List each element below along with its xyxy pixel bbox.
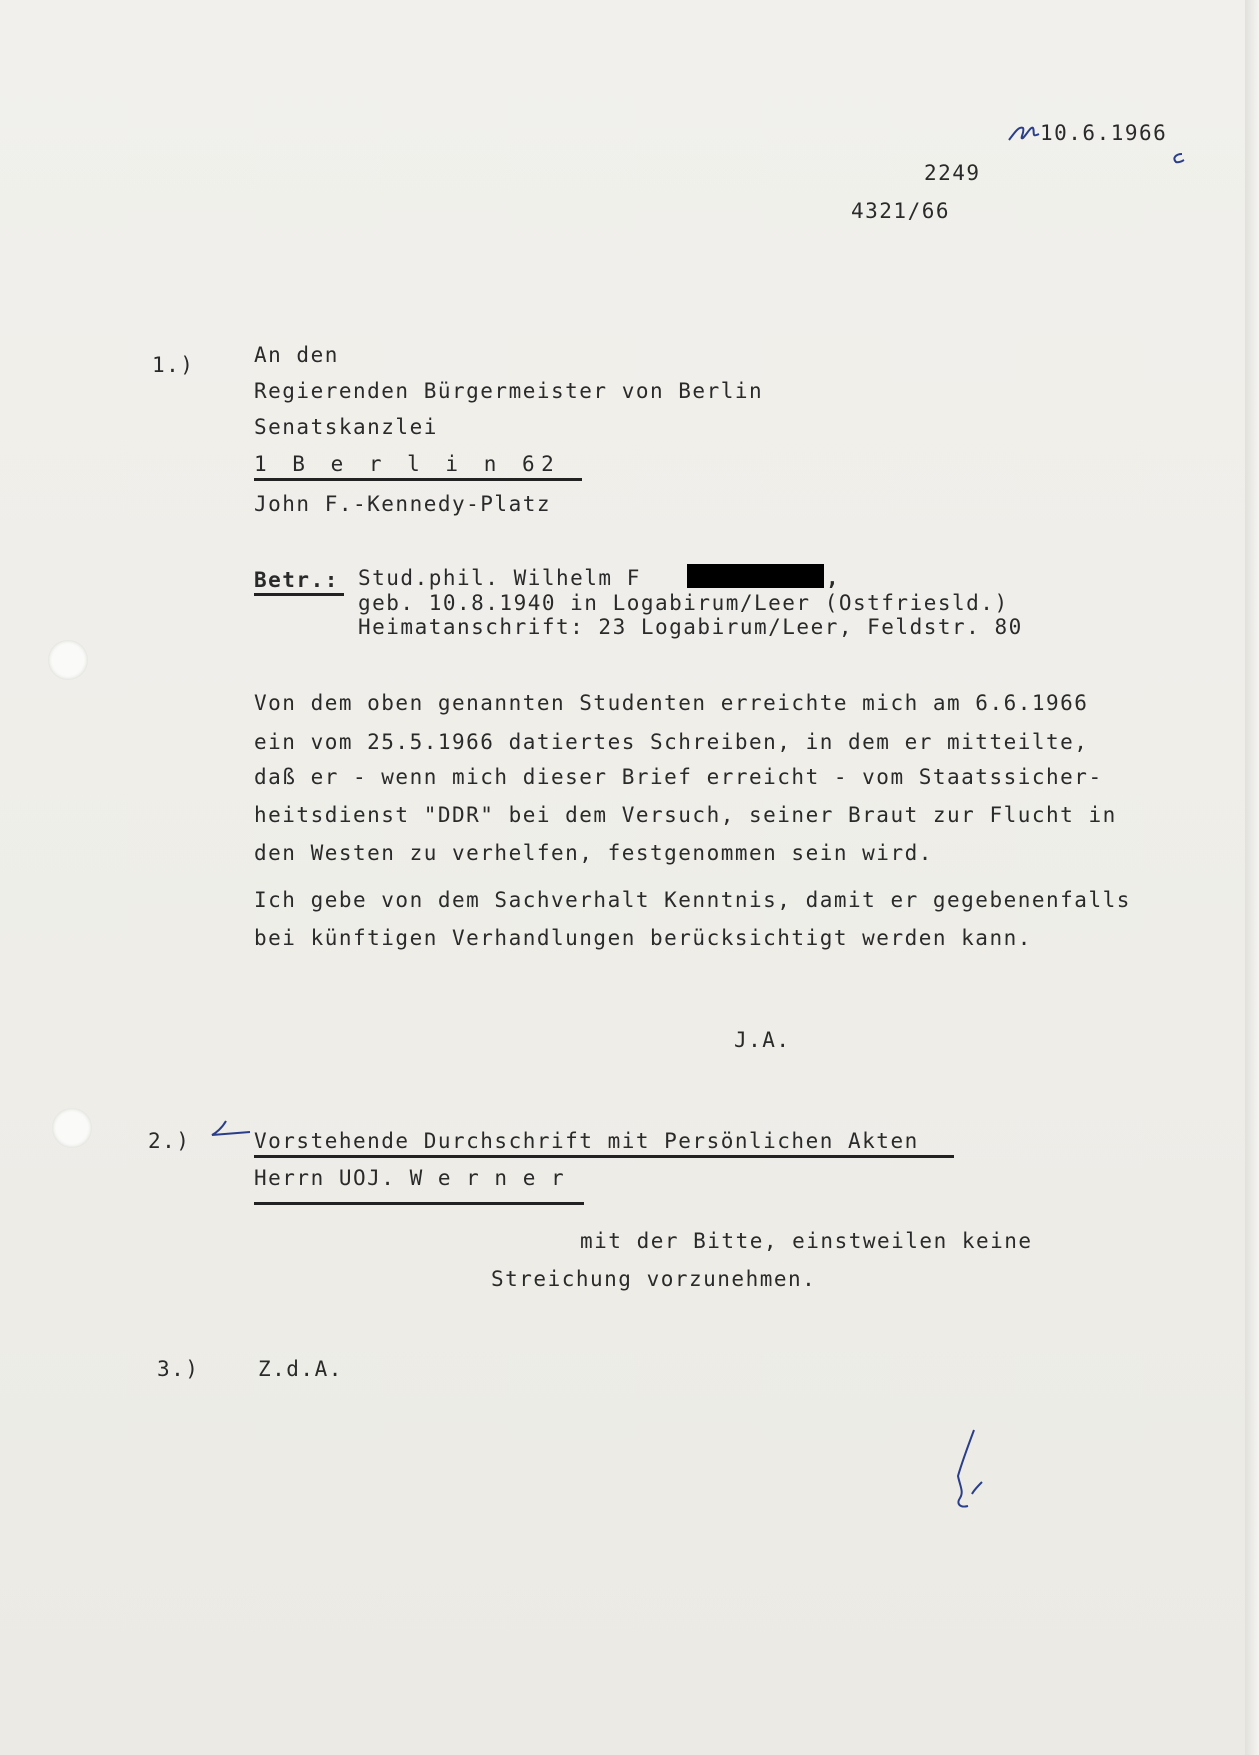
address-street: John F.-Kennedy-Platz — [254, 492, 552, 516]
section-2-line-3: mit der Bitte, einstweilen keine — [580, 1229, 1033, 1253]
address-line-3: Senatskanzlei — [254, 415, 438, 439]
address-line-1: An den — [254, 343, 339, 367]
section-2-line-1: Vorstehende Durchschrift mit Persönlichen Akten — [254, 1129, 919, 1153]
body-p1-line-2: ein vom 25.5.1966 datiertes Schreiben, in dem er mitteilte, — [254, 730, 1089, 754]
section-3-text: Z.d.A. — [258, 1357, 343, 1381]
body-p1-line-5: den Westen zu verhelfen, festgenommen sein wird. — [254, 841, 933, 865]
subject-label: Betr.: — [254, 568, 339, 592]
subject-line-1-comma: , — [826, 566, 841, 590]
handwritten-initials — [1005, 118, 1045, 148]
date: 10.6.1966 — [1040, 121, 1168, 145]
body-p1-line-4: heitsdienst "DDR" bei dem Versuch, seiner Braut zur Flucht in — [254, 803, 1117, 827]
redaction-bar — [687, 564, 824, 588]
punch-hole-bottom — [52, 1108, 92, 1148]
section-2-underline-2 — [254, 1202, 584, 1205]
section-2-line-2: Herrn UOJ. W e r n e r — [254, 1166, 566, 1190]
reference-number: 2249 — [924, 161, 981, 185]
punch-hole-top — [48, 640, 88, 680]
address-city: 1 B e r l i n 62 — [254, 452, 561, 476]
section-2-underline-1 — [254, 1155, 954, 1158]
handwritten-tick — [1168, 150, 1188, 166]
body-p2-line-1: Ich gebe von dem Sachverhalt Kenntnis, damit er gegebenenfalls — [254, 888, 1131, 912]
subject-line-3: Heimatanschrift: 23 Logabirum/Leer, Feldstr. 80 — [358, 615, 1023, 639]
handwritten-checkmark — [208, 1118, 254, 1142]
signoff: J.A. — [734, 1028, 791, 1052]
body-p2-line-2: bei künftigen Verhandlungen berücksichtigt werden kann. — [254, 926, 1032, 950]
address-line-2: Regierenden Bürgermeister von Berlin — [254, 379, 764, 403]
handwritten-signature — [938, 1426, 1000, 1516]
body-p1-line-1: Von dem oben genannten Studenten erreichte mich am 6.6.1966 — [254, 691, 1089, 715]
section-1-marker: 1.) — [152, 353, 195, 377]
section-2-line-4: Streichung vorzunehmen. — [491, 1267, 817, 1291]
page-edge — [1245, 0, 1259, 1755]
subject-line-2: geb. 10.8.1940 in Logabirum/Leer (Ostfriesld.) — [358, 591, 1009, 615]
section-3-marker: 3.) — [157, 1357, 200, 1381]
file-number: 4321/66 — [851, 199, 951, 223]
city-underline — [254, 478, 582, 481]
section-2-marker: 2.) — [148, 1129, 191, 1153]
body-p1-line-3: daß er - wenn mich dieser Brief erreicht - vom Staatssicher- — [254, 765, 1103, 789]
subject-underline — [254, 593, 344, 596]
subject-line-1: Stud.phil. Wilhelm F — [358, 566, 641, 590]
